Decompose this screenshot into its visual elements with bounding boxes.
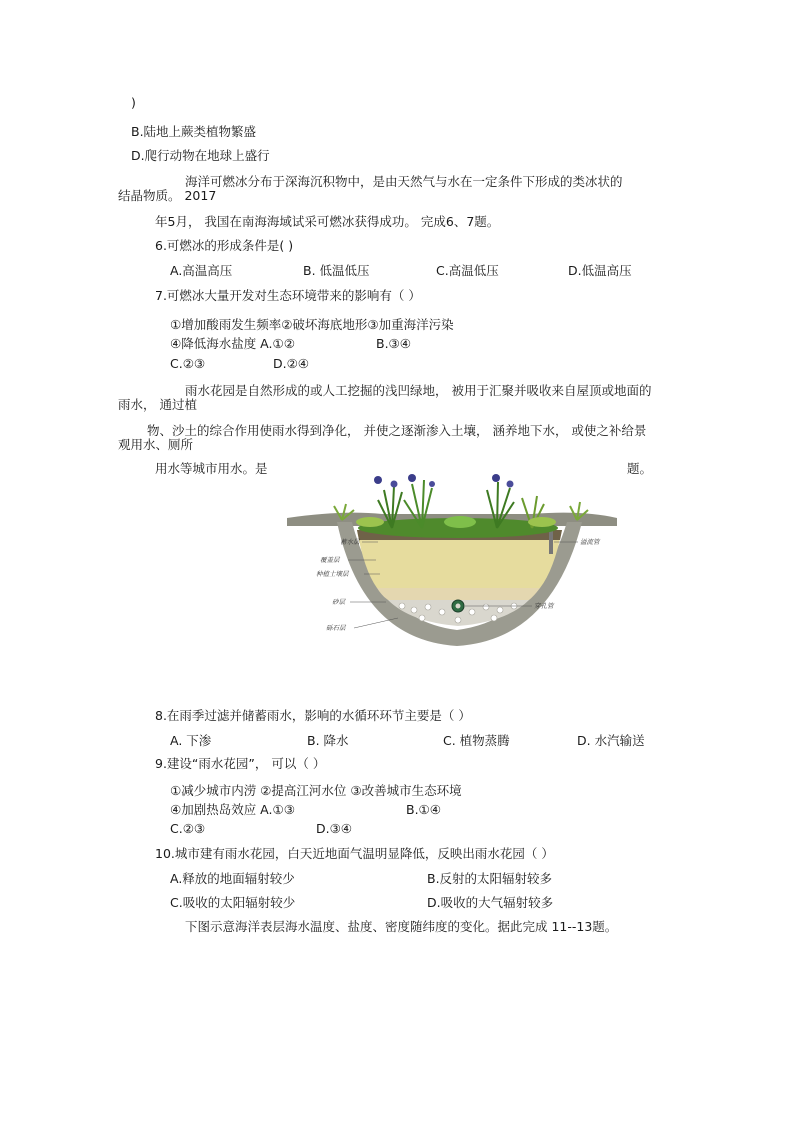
passage2-line5-end: 题。	[627, 461, 653, 476]
passage1-line2: 结晶物质。 2017	[118, 188, 217, 203]
q7-stem: 7.可燃冰大量开发对生态环境带来的影响有（ ）	[155, 288, 421, 303]
sand-layer	[377, 588, 540, 600]
paren-fragment: )	[131, 95, 136, 110]
q6-option-d: D.低温高压	[568, 263, 632, 278]
option-b-prev: B.陆地上蕨类植物繁盛	[131, 124, 257, 139]
q8-option-a: A. 下渗	[170, 733, 212, 748]
q8-option-d: D. 水汽输送	[577, 733, 645, 748]
q7-choices-line1: ①增加酸雨发生频率②破坏海底地形③加重海洋污染	[170, 317, 454, 332]
q9-option-b: B.①④	[406, 802, 441, 817]
label-storage: 蓄水层	[340, 538, 360, 546]
q10-stem: 10.城市建有雨水花园，白天近地面气温明显降低，反映出雨水花园（ ）	[155, 846, 554, 861]
passage2-line5: 用水等城市用水。是	[155, 461, 268, 476]
label-perforated: 穿孔管	[534, 602, 554, 610]
q8-option-b: B. 降水	[307, 733, 349, 748]
rain-garden-diagram	[282, 470, 622, 670]
passage2-line1: 雨水花园是自然形成的或人工挖掘的浅凹绿地， 被用于汇聚并吸收来自屋顶或地面的	[185, 383, 652, 398]
q7-option-d: D.②④	[273, 356, 310, 371]
q9-stem: 9.建设“雨水花园”， 可以（ ）	[155, 756, 326, 771]
label-gravel: 砾石层	[326, 624, 346, 632]
q6-stem: 6.可燃冰的形成条件是( )	[155, 238, 294, 253]
passage1-line1: 海洋可燃冰分布于深海沉积物中，是由天然气与水在一定条件下形成的类冰状的	[185, 174, 623, 189]
label-soil: 种植土壤层	[316, 570, 349, 578]
q8-stem: 8.在雨季过滤并储蓄雨水，影响的水循环环节主要是（ ）	[155, 708, 471, 723]
q9-option-c: C.②③	[170, 821, 206, 836]
q7-option-c: C.②③	[170, 356, 206, 371]
q9-choices-line2: ④加剧热岛效应 A.①③	[170, 802, 295, 817]
q6-option-c: C.高温低压	[436, 263, 499, 278]
q8-option-c: C. 植物蒸腾	[443, 733, 510, 748]
q6-option-a: A.高温高压	[170, 263, 233, 278]
q10-option-b: B.反射的太阳辐射较多	[427, 871, 553, 886]
q7-choices-line2: ④降低海水盐度 A.①②	[170, 336, 295, 351]
plants-icon	[334, 474, 588, 538]
passage2-line2: 雨水， 通过植	[118, 397, 197, 412]
passage2-line3: 物、沙土的综合作用使雨水得到净化， 并使之逐渐渗入土壤， 涵养地下水， 或使之补给景	[147, 423, 647, 438]
passage2-line4: 观用水、厕所	[118, 437, 194, 452]
q10-option-a: A.释放的地面辐射较少	[170, 871, 295, 886]
passage3-line1: 下图示意海洋表层海水温度、盐度、密度随纬度的变化。据此完成 11--13题。	[185, 919, 618, 934]
q9-option-d: D.③④	[316, 821, 353, 836]
option-d-prev: D.爬行动物在地球上盛行	[131, 148, 270, 163]
label-sand: 砂层	[332, 598, 345, 606]
q6-option-b: B. 低温低压	[303, 263, 370, 278]
q9-choices-line1: ①减少城市内涝 ②提高江河水位 ③改善城市生态环境	[170, 783, 462, 798]
q10-option-c: C.吸收的太阳辐射较少	[170, 895, 296, 910]
q10-option-d: D.吸收的大气辐射较多	[427, 895, 554, 910]
q7-option-b: B.③④	[376, 336, 411, 351]
pipe-hole	[456, 604, 461, 609]
label-cover: 覆盖层	[320, 556, 340, 564]
label-overflow: 溢流管	[580, 538, 600, 546]
passage1-line3: 年5月， 我国在南海海域试采可燃冰获得成功。 完成6、7题。	[155, 214, 500, 229]
